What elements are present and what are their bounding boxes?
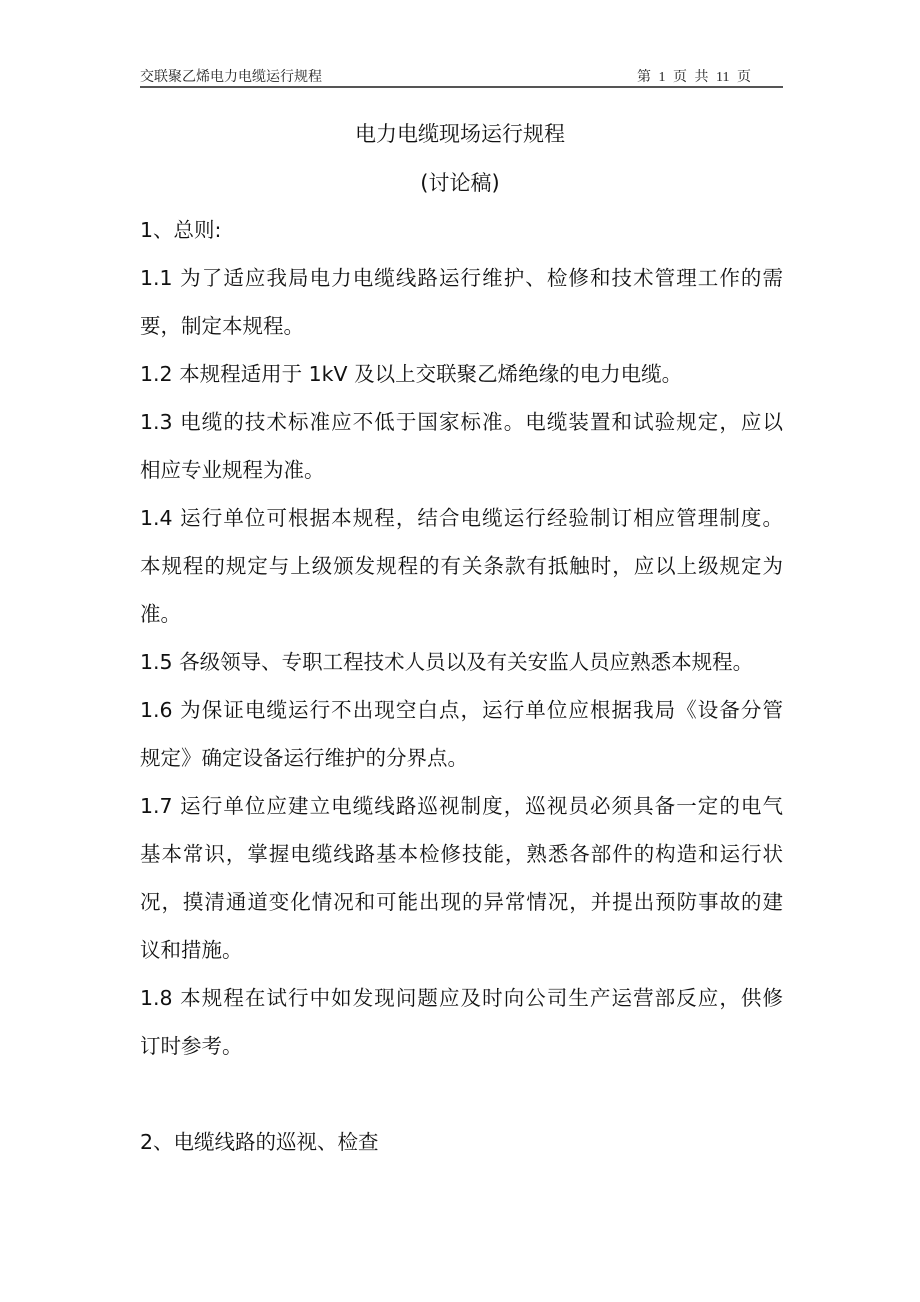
text-line: 相应专业规程为准。 (140, 458, 325, 482)
paragraph (140, 980, 783, 1076)
paragraph (140, 644, 783, 692)
paragraph (140, 692, 783, 788)
document-subtitle: (讨论稿) (420, 171, 500, 195)
text-line: 1.7 运行单位应建立电缆线路巡视制度，巡视员必须具备一定的电气 (140, 794, 783, 818)
paragraph (140, 500, 783, 644)
text-line: 要，制定本规程。 (140, 314, 304, 338)
header-document-name: 交联聚乙烯电力电缆运行规程 (140, 70, 322, 85)
text-line: 1.5 各级领导、专职工程技术人员以及有关安监人员应熟悉本规程。 (140, 650, 754, 674)
text-line: 况，摸清通道变化情况和可能出现的异常情况，并提出预防事故的建 (140, 890, 783, 914)
text-line (140, 1076, 783, 1124)
text-line: 准。 (140, 602, 181, 626)
document-body (140, 212, 783, 1172)
text-line: 规定》确定设备运行维护的分界点。 (140, 746, 468, 770)
text-line: 1.3 电缆的技术标准应不低于国家标准。电缆装置和试验规定，应以 (140, 410, 783, 434)
text-line: 议和措施。 (140, 938, 243, 962)
text-line: 1、总则: (140, 218, 222, 242)
paragraph (140, 212, 783, 260)
header-page-info: 第 1 页 共 11 页 (637, 70, 751, 85)
paragraph (140, 1124, 783, 1172)
document-title: 电力电缆现场运行规程 (355, 122, 565, 146)
text-line: 1.6 为保证电缆运行不出现空白点，运行单位应根据我局《设备分管 (140, 698, 783, 722)
text-line: 基本常识，掌握电缆线路基本检修技能，熟悉各部件的构造和运行状 (140, 842, 783, 866)
text-line: 1.8 本规程在试行中如发现问题应及时向公司生产运营部反应，供修 (140, 986, 783, 1010)
text-line: 本规程的规定与上级颁发规程的有关条款有抵触时，应以上级规定为 (140, 554, 783, 578)
paragraph (140, 404, 783, 500)
text-line: 2、电缆线路的巡视、检查 (140, 1130, 379, 1154)
paragraph (140, 260, 783, 356)
text-line: 1.4 运行单位可根据本规程，结合电缆运行经验制订相应管理制度。 (140, 506, 783, 530)
text-line: 1.1 为了适应我局电力电缆线路运行维护、检修和技术管理工作的需 (140, 266, 783, 290)
text-line: 订时参考。 (140, 1034, 243, 1058)
paragraph (140, 1076, 783, 1124)
text-line: 1.2 本规程适用于 1kV 及以上交联聚乙烯绝缘的电力电缆。 (140, 362, 683, 386)
paragraph (140, 788, 783, 980)
paragraph (140, 356, 783, 404)
page-header (140, 64, 783, 88)
